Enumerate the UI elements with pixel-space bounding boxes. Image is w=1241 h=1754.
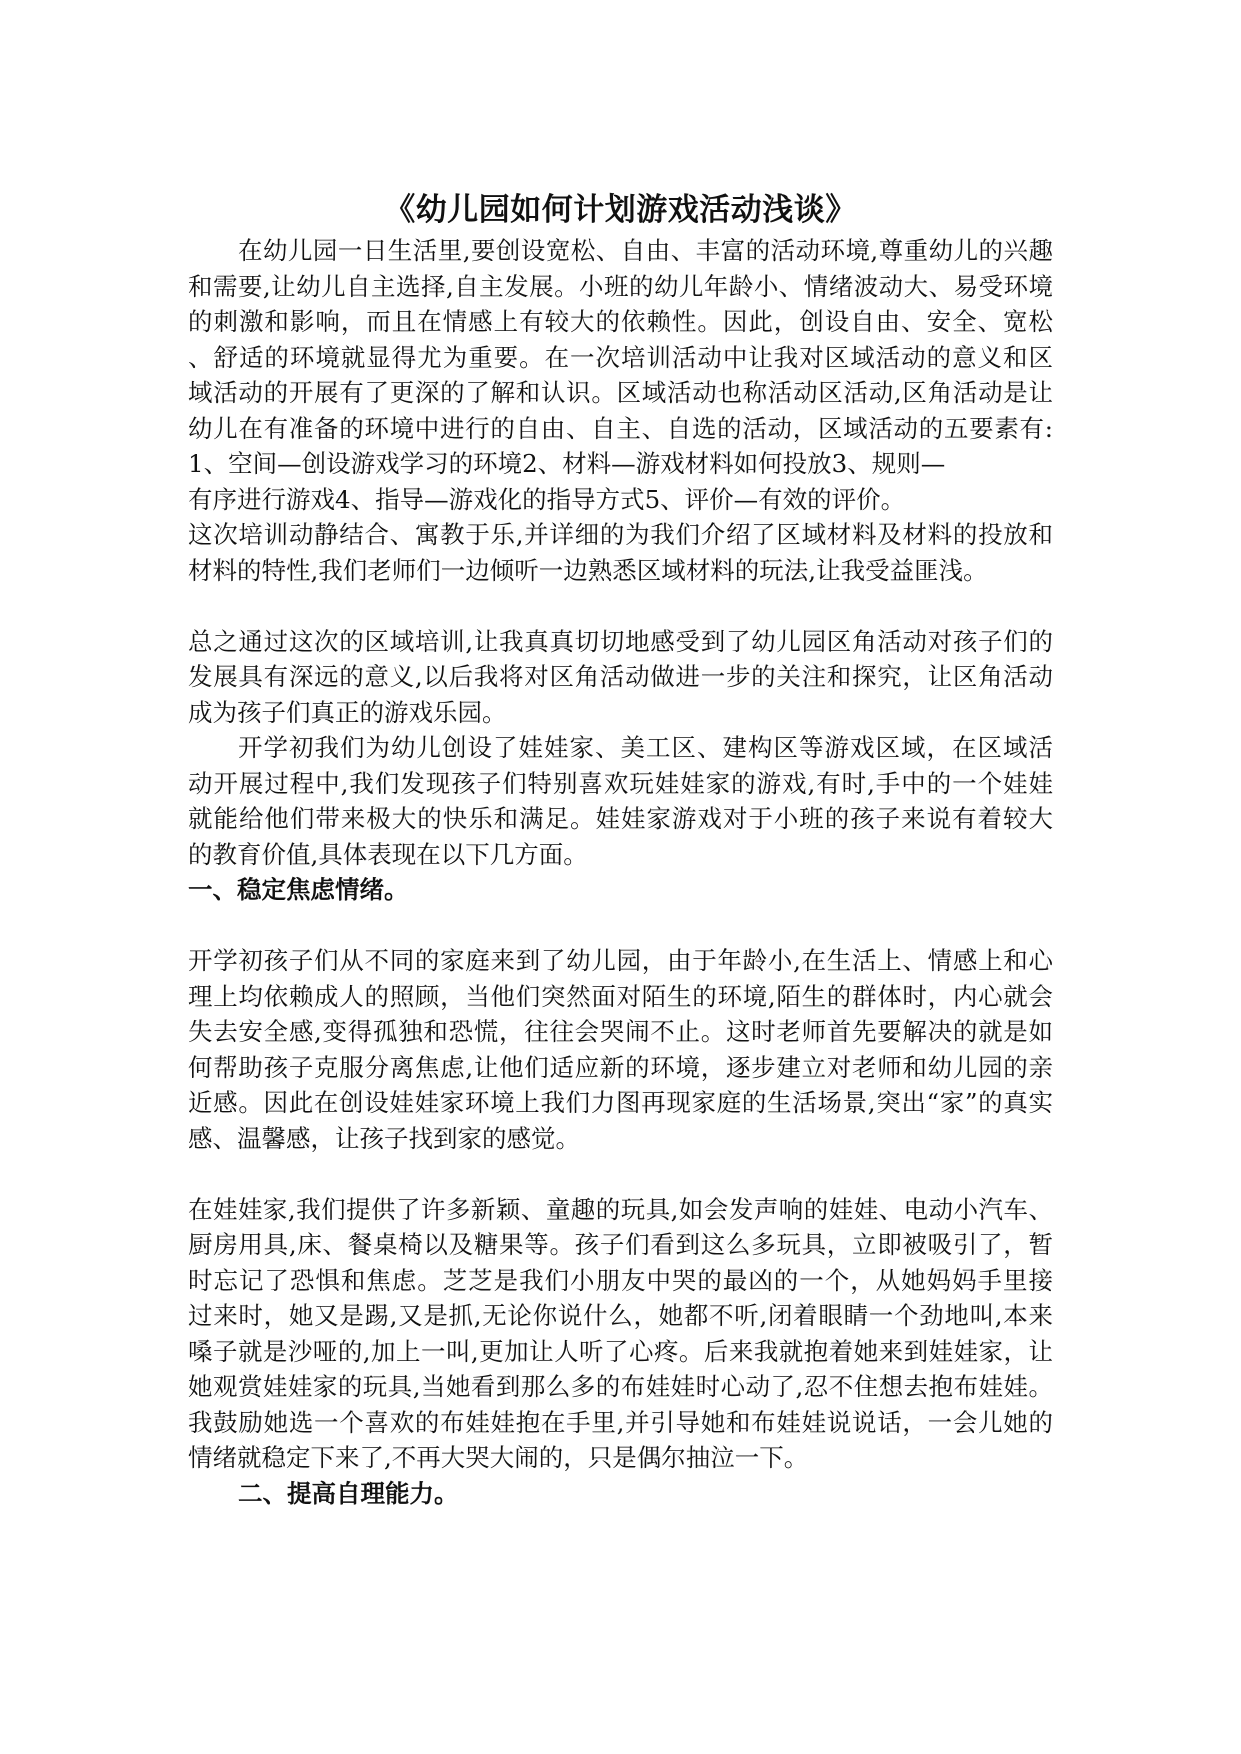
text-line: 材料的特性,我们老师们一边倾听一边熟悉区域材料的玩法,让我受益匪浅。 bbox=[188, 555, 988, 585]
text-line: 我鼓励她选一个喜欢的布娃娃抱在手里,并引导她和布娃娃说说话，一会儿她的 bbox=[188, 1407, 1053, 1437]
section-heading: 一、稳定焦虑情绪。 bbox=[188, 875, 409, 904]
text-line: 幼儿在有准备的环境中进行的自由、自主、自选的活动，区域活动的五要素有: bbox=[188, 413, 1053, 443]
document-title: 《幼儿园如何计划游戏活动浅谈》 bbox=[384, 192, 857, 228]
text-line: 感、温馨感，让孩子找到家的感觉。 bbox=[188, 1123, 580, 1153]
text-line: 和需要,让幼儿自主选择,自主发展。小班的幼儿年龄小、情绪波动大、易受环境 bbox=[188, 271, 1053, 301]
text-line: 、舒适的环境就显得尤为重要。在一次培训活动中让我对区域活动的意义和区 bbox=[188, 342, 1053, 372]
text-line: 开学初我们为幼儿创设了娃娃家、美工区、建构区等游戏区域，在区域活 bbox=[238, 733, 1053, 762]
text-line: 过来时，她又是踢,又是抓,无论你说什么，她都不听,闭着眼睛一个劲地叫,本来 bbox=[188, 1301, 1053, 1330]
text-line: 成为孩子们真正的游戏乐园。 bbox=[188, 697, 507, 727]
section-heading: 二、提高自理能力。 bbox=[238, 1478, 459, 1508]
text-line: 总之通过这次的区域培训,让我真真切切地感受到了幼儿园区角活动对孩子们的 bbox=[188, 626, 1053, 656]
summary-paragraph bbox=[188, 624, 1053, 731]
text-line: 动开展过程中,我们发现孩子们特别喜欢玩娃娃家的游戏,有时,手中的一个娃娃 bbox=[188, 768, 1053, 798]
text-line: 在幼儿园一日生活里,要创设宽松、自由、丰富的活动环境,尊重幼儿的兴趣 bbox=[238, 236, 1053, 265]
text-line: 1、空间—创设游戏学习的环境2、材料—游戏材料如何投放3、规则— bbox=[188, 449, 946, 478]
paragraph-spacer bbox=[188, 1156, 1053, 1192]
text-line: 何帮助孩子克服分离焦虑,让他们适应新的环境，逐步建立对老师和幼儿园的亲 bbox=[188, 1052, 1053, 1082]
text-line: 发展具有深远的意义,以后我将对区角活动做进一步的关注和探究，让区角活动 bbox=[188, 662, 1053, 691]
text-line: 嗓子就是沙哑的,加上一叫,更加让人听了心疼。后来我就抱着她来到娃娃家，让 bbox=[188, 1336, 1053, 1366]
text-line: 时忘记了恐惧和焦虑。芝芝是我们小朋友中哭的最凶的一个，从她妈妈手里接 bbox=[188, 1265, 1053, 1295]
paragraph-spacer bbox=[188, 588, 1053, 624]
text-line: 厨房用具,床、餐桌椅以及糖果等。孩子们看到这么多玩具，立即被吸引了，暂 bbox=[188, 1230, 1053, 1259]
text-line: 失去安全感,变得孤独和恐慌，往往会哭闹不止。这时老师首先要解决的就是如 bbox=[188, 1017, 1053, 1046]
text-line: 的刺激和影响，而且在情感上有较大的依赖性。因此，创设自由、安全、宽松 bbox=[188, 307, 1053, 336]
section1-paragraph bbox=[188, 943, 1053, 1156]
text-line: 就能给他们带来极大的快乐和满足。娃娃家游戏对于小班的孩子来说有着较大 bbox=[188, 804, 1053, 833]
text-line: 有序进行游戏4、指导—游戏化的指导方式5、评价—有效的评价。 bbox=[188, 484, 906, 514]
text-line: 的教育价值,具体表现在以下几方面。 bbox=[188, 839, 588, 869]
text-line: 近感。因此在创设娃娃家环境上我们力图再现家庭的生活场景,突出“家”的真实 bbox=[188, 1088, 1053, 1117]
text-line: 理上均依赖成人的照顾，当他们突然面对陌生的环境,陌生的群体时，内心就会 bbox=[188, 981, 1053, 1011]
text-line: 情绪就稳定下来了,不再大哭大闹的，只是偶尔抽泣一下。 bbox=[188, 1443, 809, 1472]
intro-paragraph bbox=[188, 233, 1053, 588]
section1b-paragraph bbox=[188, 1192, 1053, 1476]
text-line: 这次培训动静结合、寓教于乐,并详细的为我们介绍了区域材料及材料的投放和 bbox=[188, 520, 1053, 549]
start-paragraph bbox=[188, 730, 1053, 872]
document-page bbox=[188, 190, 1053, 1511]
text-line: 她观赏娃娃家的玩具,当她看到那么多的布娃娃时心动了,忍不住想去抱布娃娃。 bbox=[188, 1372, 1053, 1401]
text-line: 在娃娃家,我们提供了许多新颖、童趣的玩具,如会发声响的娃娃、电动小汽车、 bbox=[188, 1194, 1053, 1224]
text-line: 域活动的开展有了更深的了解和认识。区域活动也称活动区活动,区角活动是让 bbox=[188, 378, 1053, 407]
paragraph-spacer bbox=[188, 908, 1053, 944]
text-line: 开学初孩子们从不同的家庭来到了幼儿园，由于年龄小,在生活上、情感上和心 bbox=[188, 946, 1053, 975]
